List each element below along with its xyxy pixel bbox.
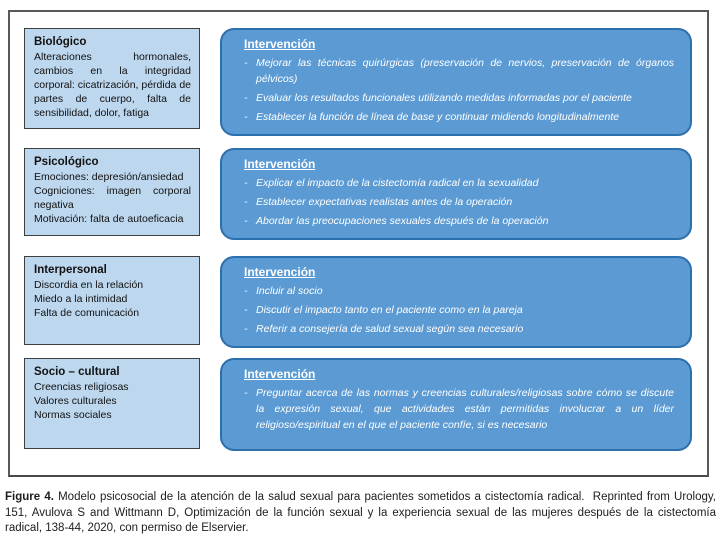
intervention-box [220, 28, 692, 136]
factor-line: Valores culturales [34, 395, 117, 407]
bullet-dash: - [244, 323, 248, 335]
intervention-heading: Intervención [244, 37, 316, 51]
intervention-bullet [244, 90, 674, 106]
bullet-text: Preguntar acerca de las normas y creencias culturales/religiosas sobre cómo se discute la expresión sexual, que actividades están permitidas involucrar a un líder religioso/espiritual en el que el paciente confíe, si es necesario [256, 387, 674, 431]
factor-box [24, 256, 200, 345]
factor-line: Miedo a la intimidad [34, 293, 128, 305]
intervention-box [220, 148, 692, 240]
intervention-bullet [244, 283, 674, 299]
bullet-text: Discutir el impacto tanto en el paciente como en la pareja [256, 304, 523, 316]
bullet-text: Referir a consejería de salud sexual según sea necesario [256, 323, 524, 335]
bullet-dash: - [244, 304, 248, 316]
intervention-box [220, 358, 692, 451]
factor-box [24, 28, 200, 129]
intervention-bullet [244, 302, 674, 318]
bullet-text: Establecer expectativas realistas antes de la operación [256, 196, 513, 208]
factor-line: Motivación: falta de autoeficacia [34, 213, 184, 225]
factor-line: Emociones: depresión/ansiedad [34, 171, 184, 183]
bullet-dash: - [244, 177, 248, 189]
intervention-bullet-list [244, 385, 674, 433]
factor-title: Psicológico [34, 156, 99, 168]
intervention-heading: Intervención [244, 265, 316, 279]
intervention-bullet-list [244, 283, 674, 337]
figure-frame [8, 10, 709, 477]
bullet-dash: - [244, 111, 248, 123]
intervention-bullet [244, 194, 674, 210]
bullet-dash: - [244, 92, 248, 104]
factor-text [34, 50, 191, 120]
bullet-dash: - [244, 215, 248, 227]
bullet-dash: - [244, 387, 248, 399]
bullet-text: Evaluar los resultados funcionales utilizando medidas informadas por el paciente [256, 92, 632, 104]
bullet-text: Mejorar las técnicas quirúrgicas (preservación de nervios, preservación de órganos pélvicos) [256, 57, 674, 85]
factor-text [34, 170, 191, 226]
factor-line: Falta de comunicación [34, 307, 140, 319]
factor-title: Socio – cultural [34, 366, 120, 378]
intervention-bullet [244, 55, 674, 87]
bullet-dash: - [244, 196, 248, 208]
intervention-bullet [244, 321, 674, 337]
intervention-bullet [244, 385, 674, 433]
bullet-dash: - [244, 57, 248, 69]
factor-text [34, 380, 191, 422]
intervention-bullet [244, 109, 674, 125]
intervention-heading: Intervención [244, 367, 316, 381]
factor-box [24, 148, 200, 236]
factor-title: Interpersonal [34, 264, 107, 276]
factor-line: Alteraciones hormonales, cambios en la integridad corporal: cicatrización, pérdida de partes de cuerpo, falta de sensibilidad, dolor, fatiga [34, 51, 191, 119]
intervention-heading: Intervención [244, 157, 316, 171]
bullet-text: Establecer la función de línea de base y continuar midiendo longitudinalmente [256, 111, 620, 123]
intervention-bullet-list [244, 55, 674, 125]
figure-caption-label: Figure 4. [5, 491, 54, 503]
figure-caption [5, 490, 716, 537]
factor-line: Discordia en la relación [34, 279, 144, 291]
intervention-box [220, 256, 692, 348]
bullet-text: Abordar las preocupaciones sexuales después de la operación [256, 215, 549, 227]
factor-title: Biológico [34, 36, 87, 48]
factor-line: Normas sociales [34, 409, 112, 421]
intervention-bullet [244, 175, 674, 191]
factor-box [24, 358, 200, 449]
factor-line: Creencias religiosas [34, 381, 129, 393]
intervention-bullet-list [244, 175, 674, 229]
bullet-text: Explicar el impacto de la cistectomía radical en la sexualidad [256, 177, 539, 189]
bullet-dash: - [244, 285, 248, 297]
intervention-bullet [244, 213, 674, 229]
figure-caption-text: Modelo psicosocial de la atención de la salud sexual para pacientes sometidos a cistectomía radical. Reprinted from Urology, 151, Avulova S and Wittmann D, Optimización de la función sexual y la experiencia sexual de las mujeres después de la cistectomía radical, 138-44, 2020, con permiso de Elservier. [5, 491, 716, 534]
factor-line: Cogniciones: imagen corporal negativa [34, 185, 191, 211]
factor-text [34, 278, 191, 320]
bullet-text: Incluir al socio [256, 285, 323, 297]
